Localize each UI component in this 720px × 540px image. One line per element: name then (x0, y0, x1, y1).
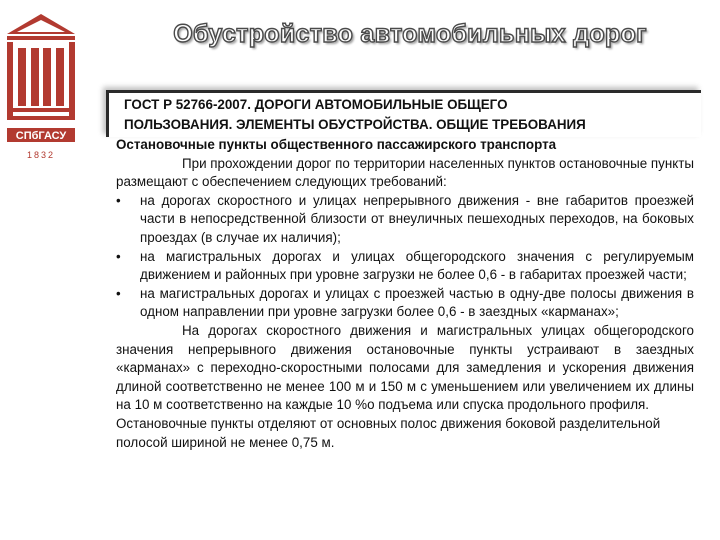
document-body (116, 136, 694, 452)
section-subheading: Остановочные пункты общественного пассажирского транспорта (116, 137, 557, 152)
standard-heading (124, 95, 704, 135)
bullet-icon: • (116, 285, 121, 301)
logo-year: 1832 (26, 150, 56, 160)
building-logo-icon (5, 12, 77, 172)
bullet-icon: • (116, 248, 121, 264)
list-item (116, 248, 694, 285)
intro-paragraph: При прохождении дорог по территории населенных пунктов остановочные пункты размещают с обеспечением следующих требований: (116, 155, 694, 190)
list-item (116, 285, 694, 322)
heading-line-2: ПОЛЬЗОВАНИЯ. ЭЛЕМЕНТЫ ОБУСТРОЙСТВА. ОБЩИЕ ТРЕБОВАНИЯ (124, 117, 586, 132)
heading-line-1: ГОСТ Р 52766-2007. ДОРОГИ АВТОМОБИЛЬНЫЕ ОБЩЕГО (124, 97, 508, 112)
university-logo (5, 12, 77, 172)
pocket-requirements-paragraph: На дорогах скоростного движения и магистральных улицах общегородского значения непрерывного движения остановочные пункты устраивают в заездных «карманах» с переходно-скоростными полосами для замедления и ускорения движения длиной соответственно не менее 100 м и 150 м с уменьшением или увеличением их длины на 10 м соответственно на каждые 10 %о подъема или спуска продольного профиля. (116, 322, 694, 413)
list-item-text: на магистральных дорогах и улицах с проезжей частью в одну-две полосы движения в одном направлении при уровне загрузки более 0,6 - в заездных «карманах»; (140, 285, 694, 320)
page-title: Обустройство автомобильных дорог (173, 20, 647, 48)
separator-strip-paragraph: Остановочные пункты отделяют от основных полос движения боковой разделительной полосой шириной не менее 0,75 м. (116, 415, 661, 450)
list-item-text: на магистральных дорогах и улицах общегородского значения с регулируемым движением и районных при уровне загрузки не более 0,6 - в габаритах проезжей части; (140, 248, 694, 283)
list-item (116, 192, 694, 248)
list-item-text: на дорогах скоростного и улицах непрерывного движения - вне габаритов проезжей части в непосредственной близости от внеуличных пешеходных переходов, на боковых проездах (в случае их наличия); (140, 192, 694, 245)
bullet-icon: • (116, 192, 121, 208)
logo-text: СПбГАСУ (15, 130, 67, 142)
